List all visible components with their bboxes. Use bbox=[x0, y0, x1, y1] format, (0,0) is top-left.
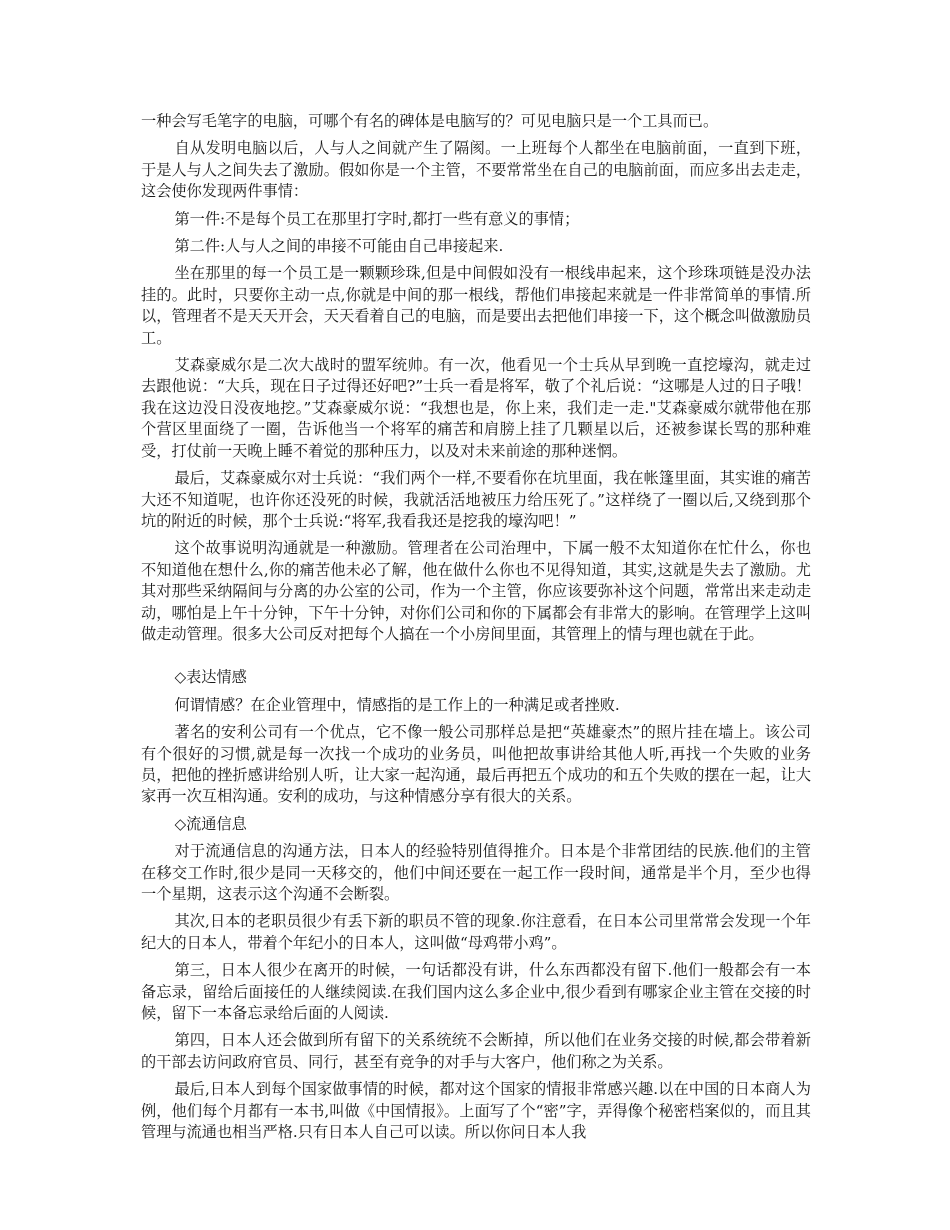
paragraph: 自从发明电脑以后，人与人之间就产生了隔阂。一上班每个人都坐在电脑前面，一直到下班，于是人与人之间失去了激励。假如你是一个主管，不要常常坐在自己的电脑前面，而应多出去走走，这会使你发现两件事情： bbox=[141, 139, 811, 201]
paragraph: 对于流通信息的沟通方法，日本人的经验特别值得推介。日本是个非常团结的民族.他们的主管在移交工作时,很少是同一天移交的，他们中间还要在一起工作一段时间，通常是半个月，至少也得一个星期，这表示这个沟通不会断裂。 bbox=[141, 842, 811, 903]
paragraph: 坐在那里的每一个员工是一颗颗珍珠,但是中间假如没有一根线串起来，这个珍珠项链是没办法挂的。此时，只要你主动一点,你就是中间的那一根线，帮他们串接起来就是一件非常简单的事情.所以，管理者不是天天开会，天天看着自己的电脑，而是要出去把他们串接一下，这个概念叫做激励员工。 bbox=[141, 264, 811, 347]
paragraph: 第二件:人与人之间的串接不可能由自己串接起来. bbox=[174, 237, 504, 256]
paragraph: 一种会写毛笔字的电脑，可哪个有名的碑体是电脑写的？可见电脑只是一个工具而已。 bbox=[141, 112, 719, 130]
paragraph: 最后，艾森豪威尔对士兵说：“我们两个一样,不要看你在坑里面，我在帐篷里面，其实谁的痛苦大还不知道呢，也许你还没死的时候，我就活活地被压力给压死了。”这样绕了一圈以后,又绕到那个坑的附近的时候，那个士兵说:“将军,我看我还是挖我的壕沟吧！” bbox=[141, 469, 811, 530]
paragraph: 最后,日本人到每个国家做事情的时候，都对这个国家的情报非常感兴趣.以在中国的日本商人为例，他们每个月都有一本书,叫做《中国情报》。上面写了个“密”字，弄得像个秘密档案似的，而且其管理与流通也相当严格.只有日本人自己可以读。所以你问日本人我 bbox=[141, 1080, 811, 1142]
paragraph: 第三，日本人很少在离开的时候，一句话都没有讲，什么东西都没有留下.他们一般都会有一本备忘录，留给后面接任的人继续阅读.在我们国内这么多企业中,很少看到有哪家企业主管在交接的时候，留下一本备忘录给后面的人阅读. bbox=[141, 961, 811, 1023]
paragraph: 这个故事说明沟通就是一种激励。管理者在公司治理中，下属一般不太知道你在忙什么，你也不知道他在想什么,你的痛苦他未必了解，他在做什么你也不见得知道，其实,这就是失去了激励。尤其对那些采纳隔间与分离的办公室的公司，作为一个主管，你应该要弥补这个问题，常常出来走动走动，哪怕是上午十分钟，下午十分钟，对你们公司和你的下属都会有非常大的影响。在管理学上这叫做走动管理。很多大公司反对把每个人搞在一个小房间里面，其管理上的情与理也就在于此。 bbox=[141, 539, 811, 643]
section-heading: ◇表达情感 bbox=[174, 668, 247, 687]
document-body bbox=[141, 111, 811, 1149]
paragraph: 其次,日本的老职员很少有丢下新的职员不管的现象.你注意看，在日本公司里常常会发现一个年纪大的日本人，带着个年纪小的日本人，这叫做“母鸡带小鸡”。 bbox=[141, 912, 811, 952]
paragraph: 何谓情感？在企业管理中，情感指的是工作上的一种满足或者挫败. bbox=[174, 695, 620, 714]
section-heading: ◇流通信息 bbox=[174, 814, 247, 833]
paragraph: 著名的安利公司有一个优点，它不像一般公司那样总是把“英雄豪杰”的照片挂在墙上。该公司有个很好的习惯,就是每一次找一个成功的业务员，叫他把故事讲给其他人听,再找一个失败的业务员，把他的挫折感讲给别人听，让大家一起沟通，最后再把五个成功的和五个失败的摆在一起，让大家再一次互相沟通。安利的成功，与这种情感分享有很大的关系。 bbox=[141, 723, 811, 806]
paragraph: 第四，日本人还会做到所有留下的关系统统不会断掉，所以他们在业务交接的时候,都会带着新的干部去访问政府官员、同行，甚至有竞争的对手与大客户，他们称之为关系。 bbox=[141, 1031, 811, 1071]
paragraph: 第一件:不是每个员工在那里打字时,都打一些有意义的事情； bbox=[174, 209, 580, 228]
paragraph: 艾森豪威尔是二次大战时的盟军统帅。有一次，他看见一个士兵从早到晚一直挖壕沟，就走过去跟他说：“大兵，现在日子过得还好吧?”士兵一看是将军，敬了个礼后说：“这哪是人过的日子哦！我在这边没日没夜地挖。”艾森豪威尔说：“我想也是，你上来，我们走一走."艾森豪威尔就带他在那个营区里面绕了一圈，告诉他当一个将军的痛苦和肩膀上挂了几颗星以后，还被参谋长骂的那种难受，打仗前一天晚上睡不着觉的那种压力，以及对未来前途的那种迷惘。 bbox=[141, 356, 811, 460]
